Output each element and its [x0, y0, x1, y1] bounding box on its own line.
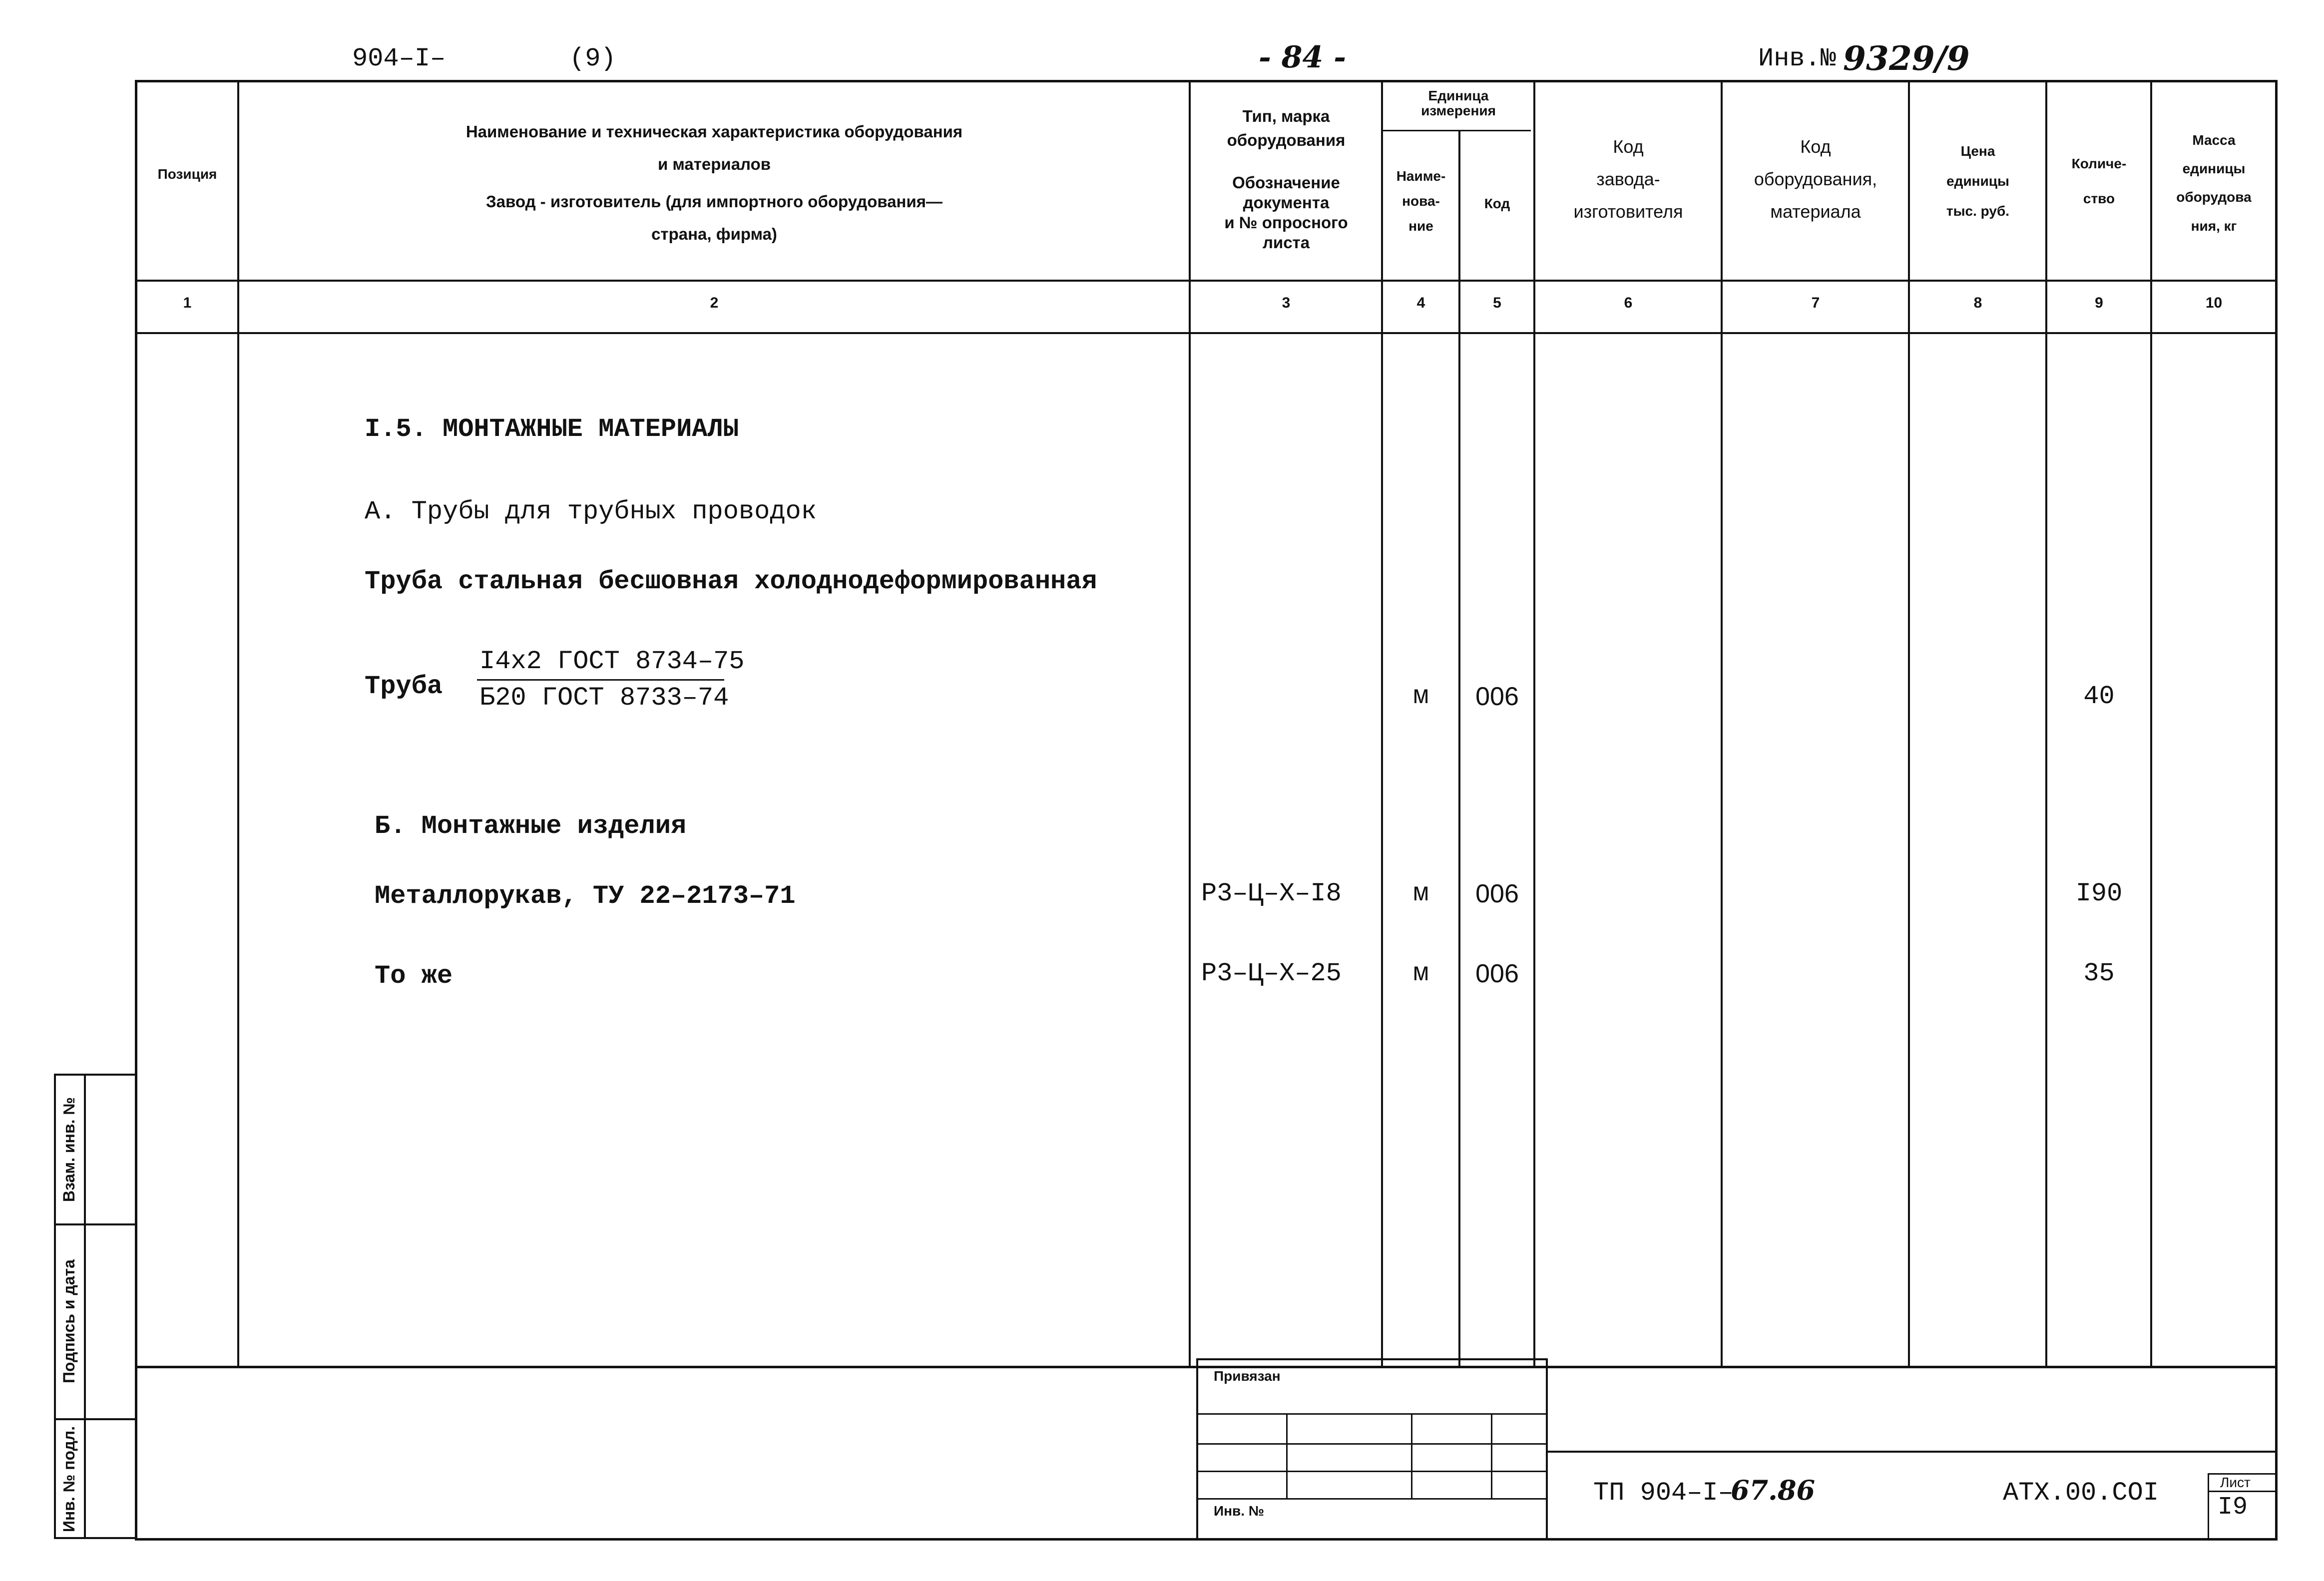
- column-number-8: 8: [1973, 295, 1982, 311]
- row-type: Р3–Ц–Х–25: [1201, 959, 1342, 988]
- pipe-label: Труба: [365, 672, 443, 701]
- pipe-spec-fraction-line: [477, 679, 724, 681]
- header-type-line5: и № опросного: [1224, 213, 1348, 232]
- header-material-code-line3: материала: [1770, 201, 1861, 222]
- pipe-unit-code: 006: [1475, 682, 1519, 711]
- header-factory-code-line1: Код: [1613, 136, 1644, 157]
- stamp-privyazan-label: Привязан: [1214, 1368, 1281, 1384]
- header-unit-group-line1: Единица: [1428, 88, 1489, 103]
- header-quantity-line1: Количе-: [2071, 156, 2127, 171]
- row-name: Металлорукав, ТУ 22–2173–71: [375, 881, 796, 911]
- series-number: 904–I–: [352, 44, 446, 73]
- document-number-prefix: ТП 904–I–: [1593, 1478, 1734, 1508]
- header-type-line2: оборудования: [1227, 131, 1346, 149]
- header-material-code-line2: оборудования,: [1754, 169, 1877, 189]
- row-unit: м: [1413, 959, 1429, 988]
- pipe-spec-denominator: Б20 ГОСТ 8733–74: [479, 683, 729, 713]
- header-name-line2: и материалов: [657, 155, 771, 173]
- pipe-unit: м: [1413, 682, 1429, 711]
- inventory-label: Инв.№: [1758, 44, 1837, 73]
- row-unit-code: 006: [1475, 959, 1519, 988]
- sheet-label: Лист: [2220, 1475, 2251, 1490]
- column-number-6: 6: [1624, 295, 1633, 311]
- pipe-quantity: 40: [2083, 682, 2115, 711]
- header-material-code-line1: Код: [1800, 136, 1831, 157]
- column-number-9: 9: [2095, 295, 2103, 311]
- header-type-line1: Тип, марка: [1242, 107, 1330, 125]
- header-unit-name-line2: нова-: [1402, 193, 1440, 209]
- pipe-description: Труба стальная бесшовная холоднодеформированная: [365, 567, 1097, 596]
- header-quantity-line2: ство: [2083, 191, 2115, 206]
- header-factory-code-line3: изготовителя: [1573, 201, 1683, 222]
- subsection-a-title: А. Трубы для трубных проводок: [365, 497, 817, 526]
- header-mass-line1: Масса: [2192, 132, 2236, 148]
- header-unit-code: Код: [1484, 196, 1510, 211]
- row-quantity: I90: [2075, 879, 2123, 908]
- column-number-5: 5: [1493, 295, 1501, 311]
- column-number-7: 7: [1811, 295, 1820, 311]
- pipe-spec-numerator: I4x2 ГОСТ 8734–75: [479, 647, 745, 676]
- row-unit: м: [1413, 879, 1429, 908]
- side-label-inv-podl: Инв. № подл.: [60, 1426, 78, 1533]
- inventory-number: 9329/9: [1843, 39, 1970, 78]
- header-factory-code-line2: завода-: [1596, 169, 1660, 189]
- row-unit-code: 006: [1475, 879, 1519, 908]
- header-name-line1: Наименование и техническая характеристика оборудования: [465, 122, 963, 141]
- header-mass-line4: ния, кг: [2191, 218, 2237, 234]
- header-type-line4: документа: [1243, 193, 1330, 212]
- header-unit-name-line1: Наиме-: [1396, 168, 1446, 184]
- document-code: АТХ.00.СОI: [2003, 1478, 2159, 1508]
- column-number-3: 3: [1282, 295, 1291, 311]
- header-type-line6: листа: [1262, 233, 1310, 252]
- header-name-line3: Завод - изготовитель (для импортного оборудования—: [485, 192, 943, 211]
- sheet-number: I9: [2218, 1493, 2248, 1522]
- header-price-line2: единицы: [1946, 173, 2009, 189]
- column-number-1: 1: [183, 295, 192, 311]
- row-name: То же: [375, 961, 453, 991]
- row-type: Р3–Ц–Х–I8: [1201, 879, 1342, 908]
- header-position: Позиция: [157, 166, 217, 182]
- header-price-line1: Цена: [1960, 143, 1995, 159]
- document-number-handwritten: 67.86: [1731, 1474, 1816, 1506]
- column-number-10: 10: [2205, 295, 2223, 311]
- side-label-podpis: Подпись и дата: [60, 1259, 78, 1383]
- stamp-inv-label: Инв. №: [1214, 1503, 1265, 1519]
- header-unit-group-line2: измерения: [1421, 103, 1496, 118]
- column-number-2: 2: [710, 295, 719, 311]
- header-mass-line3: оборудова: [2176, 189, 2252, 205]
- page-number: - 84 -: [1259, 40, 1347, 75]
- header-type-line3: Обозначение: [1232, 173, 1340, 192]
- header-name-line4: страна, фирма): [651, 225, 777, 243]
- issue-number: (9): [569, 44, 616, 73]
- header-price-line3: тыс. руб.: [1946, 203, 2010, 219]
- header-mass-line2: единицы: [2182, 161, 2246, 176]
- side-label-vzam: Взам. инв. №: [60, 1097, 78, 1202]
- section-title: I.5. МОНТАЖНЫЕ МАТЕРИАЛЫ: [365, 414, 739, 444]
- header-unit-name-line3: ние: [1408, 218, 1433, 234]
- subsection-b-title: Б. Монтажные изделия: [375, 811, 687, 841]
- column-number-4: 4: [1416, 295, 1425, 311]
- row-quantity: 35: [2083, 959, 2115, 988]
